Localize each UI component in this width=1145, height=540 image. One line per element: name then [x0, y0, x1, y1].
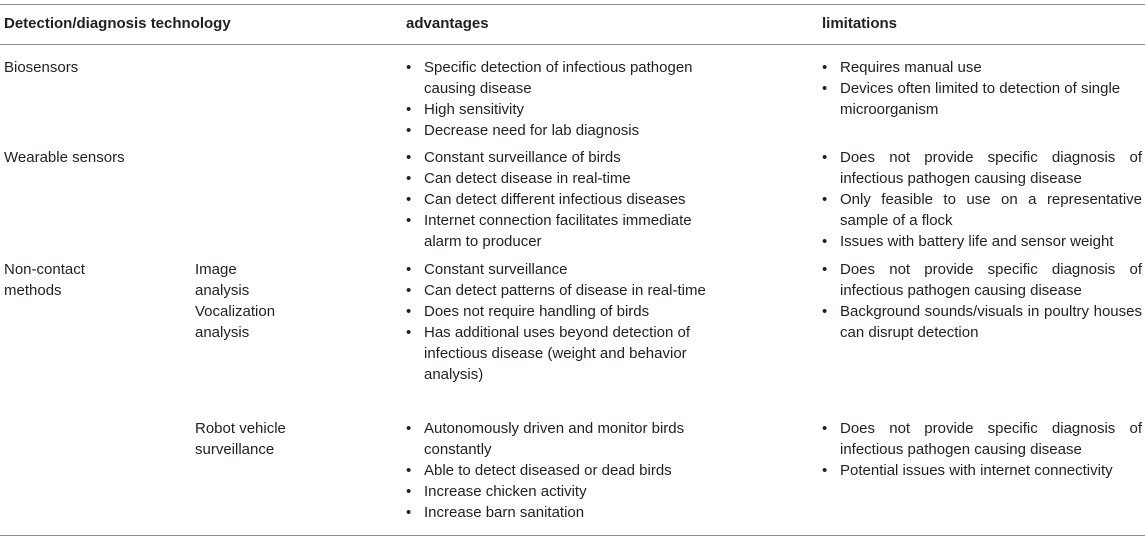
top-rule: [0, 4, 1145, 5]
list-item: • Issues with battery life and sensor weight: [822, 231, 1142, 252]
row-subcategory-robot: Robot vehicle surveillance: [195, 420, 286, 458]
list-item: • Does not require handling of birds: [406, 301, 706, 322]
list-item: • Internet connection facilitates immediate alarm to producer: [406, 210, 706, 252]
list-item: • Can detect patterns of disease in real-time: [406, 280, 706, 301]
header-limitations: limitations: [822, 15, 898, 32]
list-item: • Autonomously driven and monitor birds constantly: [406, 418, 706, 460]
row-category-biosensors: Biosensors: [4, 59, 79, 76]
header-advantages: advantages: [406, 15, 489, 32]
row-category-noncontact: Non-contact methods: [4, 261, 85, 299]
row-subcategory-image-vocalization: Image analysis Vocalization analysis: [195, 261, 276, 341]
list-item: • Decrease need for lab diagnosis: [406, 120, 706, 141]
list-item: • Can detect disease in real-time: [406, 168, 706, 189]
list-item: • Increase chicken activity: [406, 481, 706, 502]
header-technology: Detection/diagnosis technology: [4, 15, 231, 32]
list-item: • Background sounds/visuals in poultry houses can disrupt detection: [822, 301, 1142, 343]
list-item: • Only feasible to use on a representative sample of a flock: [822, 189, 1142, 231]
row-category-wearable: Wearable sensors: [4, 149, 125, 166]
list-item: • Devices often limited to detection of single microorganism: [822, 78, 1142, 120]
advantages-list-robot: [406, 418, 706, 523]
list-item: • Constant surveillance of birds: [406, 147, 706, 168]
list-item: • Specific detection of infectious pathogen causing disease: [406, 57, 706, 99]
list-item: • High sensitivity: [406, 99, 706, 120]
list-item: • Constant surveillance: [406, 259, 706, 280]
list-item: • Increase barn sanitation: [406, 502, 706, 523]
limitations-list-biosensors: [822, 57, 1142, 120]
list-item: • Does not provide specific diagnosis of infectious pathogen causing disease: [822, 259, 1142, 301]
advantages-list-wearable: [406, 147, 706, 252]
advantages-list-noncontact: [406, 259, 706, 385]
list-item: • Can detect different infectious diseases: [406, 189, 706, 210]
bottom-rule: [0, 535, 1145, 536]
limitations-list-robot: [822, 418, 1142, 481]
list-item: • Requires manual use: [822, 57, 1142, 78]
list-item: • Potential issues with internet connectivity: [822, 460, 1142, 481]
advantages-list-biosensors: [406, 57, 706, 141]
limitations-list-noncontact: [822, 259, 1142, 343]
limitations-list-wearable: [822, 147, 1142, 252]
list-item: • Able to detect diseased or dead birds: [406, 460, 706, 481]
header-rule: [0, 44, 1145, 45]
list-item: • Does not provide specific diagnosis of infectious pathogen causing disease: [822, 418, 1142, 460]
list-item: • Does not provide specific diagnosis of infectious pathogen causing disease: [822, 147, 1142, 189]
list-item: • Has additional uses beyond detection of infectious disease (weight and behavior analysis): [406, 322, 706, 385]
